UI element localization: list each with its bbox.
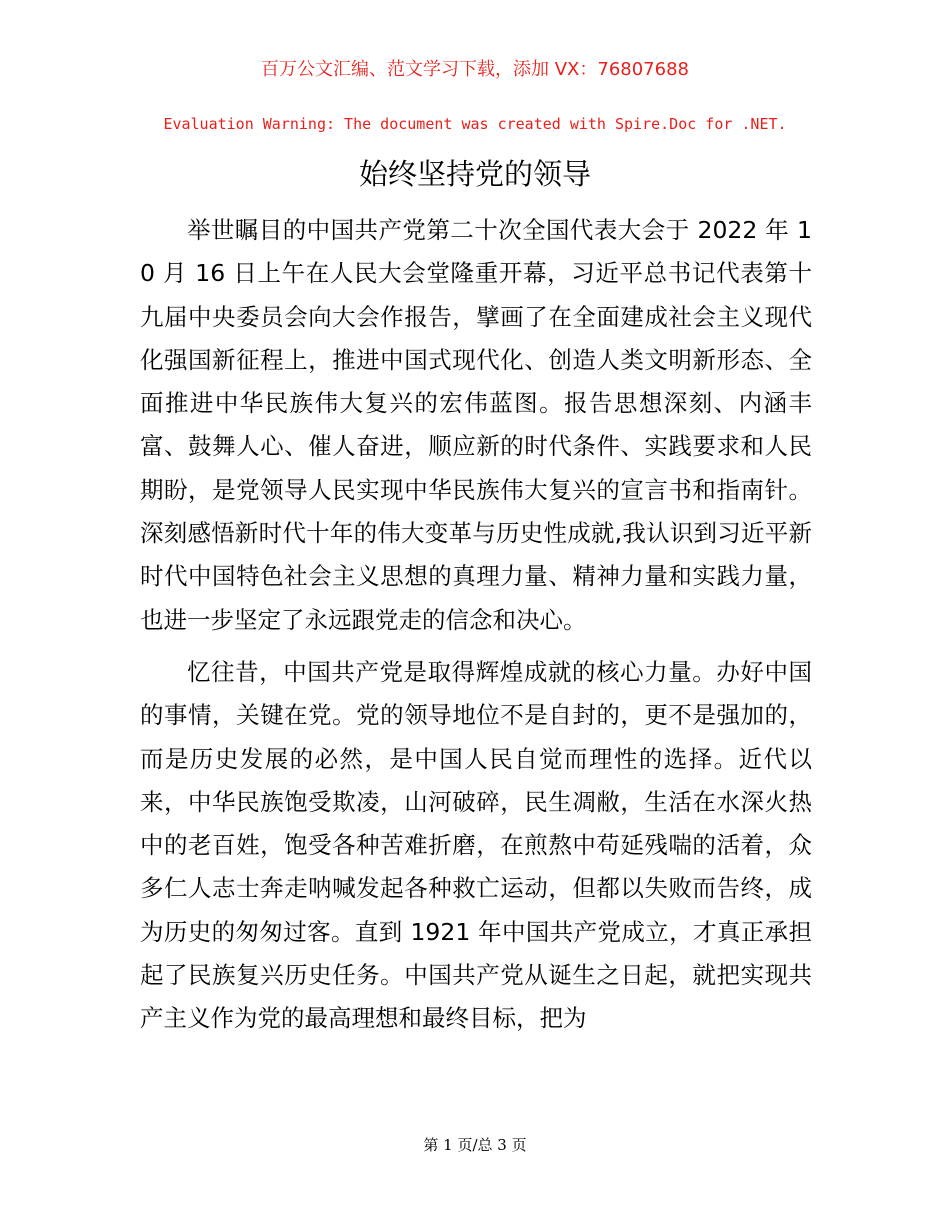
paragraph-2: 忆往昔，中国共产党是取得辉煌成就的核心力量。办好中国的事情，关键在党。党的领导地位不是自封的，更不是强加的，而是历史发展的必然，是中国人民自觉而理性的选择。近代以来，中华民族饱受欺凌，山河破碎，民生凋敝，生活在水深火热中的老百姓，饱受各种苦难折磨，在煎熬中苟延残喘的活着，众多仁人志士奔走呐喊发起各种救亡运动，但都以失败而告终，成为历史的匆匆过客。直到 1921 年中国共产党成立，才真正承担起了民族复兴历史任务。中国共产党从诞生之日起，就把实现共产主义作为党的最高理想和最终目标，把为 [140,657,812,1033]
document-title: 始终坚持党的领导 [358,157,591,191]
page-indicator: 第 1 页/总 3 页 [423,1136,527,1154]
promo-banner: 百万公文汇编、范文学习下载，添加 VX：76807688 [261,59,689,80]
paragraph-1: 举世瞩目的中国共产党第二十次全国代表大会于 2022 年 10 月 16 日上午在人民大会堂隆重开幕，习近平总书记代表第十九届中央委员会向大会作报告，擘画了在全面建成社会主义现代化强国新征程上，推进中国式现代化、创造人类文明新形态、全面推进中华民族伟大复兴的宏伟蓝图。报告思想深刻、内涵丰富、鼓舞人心、催人奋进，顺应新的时代条件、实践要求和人民期盼，是党领导人民实现中华民族伟大复兴的宣言书和指南针。深刻感悟新时代十年的伟大变革与历史性成就,我认识到习近平新时代中国特色社会主义思想的真理力量、精神力量和实践力量，也进一步坚定了永远跟党走的信念和决心。 [140,216,812,634]
evaluation-warning: Evaluation Warning: The document was created with Spire.Doc for .NET. [163,115,787,133]
document-body [140,209,812,1041]
